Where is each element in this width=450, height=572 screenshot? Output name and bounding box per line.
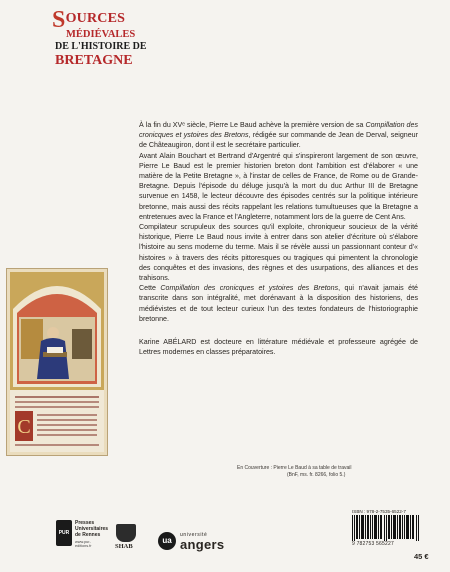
pur-name-line2: Universitaires bbox=[75, 526, 109, 532]
blurb-p4-book-title: Compillation des cronicques et ystoires des Bretons bbox=[160, 284, 339, 293]
ua-label-small: université bbox=[180, 532, 208, 538]
blurb-p1-text-b: , rédigée sur commande de Jean de Derval, seigneur de Châteaugiron, dont il est le secrétaire particulier. bbox=[139, 131, 418, 150]
angers-university-logo bbox=[158, 532, 248, 556]
cover-credit bbox=[237, 465, 352, 479]
pur-name-line1: Presses bbox=[75, 520, 95, 526]
manuscript-illustration bbox=[6, 268, 108, 456]
blurb-p4-text-a: Cette bbox=[139, 284, 161, 293]
ua-mark: ua bbox=[158, 532, 176, 550]
shield-icon bbox=[116, 524, 136, 542]
cover-credit-line1: En Couverture : Pierre Le Baud à sa table de travail bbox=[237, 465, 352, 471]
blurb-paragraph-1 bbox=[130, 120, 418, 151]
blurb-paragraph-2: Avant Alain Bouchart et Bertrand d'Argentré qui s'inspireront largement de son œuvre, Pierre Le Baud est le premier historien breton dont l'ambition est d'élaborer « une matière de la Petite Bretagne », à l'instar de celles de France, de Rome ou de Grande-Bretagne. Depuis l'épisode du déluge jusqu'à la mort du duc Arthur III de Bretagne survenue en 1458, le lecteur découvre des épisodes centrés sur la politique intérieure bretonne, mais aussi des récits rappelant les relations tumultueuses que la Bretagne a entretenues avec la France et l'Angleterre, notamment lors de la guerre de Cent Ans. bbox=[139, 151, 418, 221]
shab-logo bbox=[112, 524, 140, 554]
pur-logo bbox=[56, 520, 109, 548]
series-dropcap: S bbox=[52, 7, 66, 33]
blurb-paragraph-4 bbox=[130, 283, 418, 324]
pur-mark: PUR bbox=[56, 520, 72, 546]
blurb-paragraph-3: Compilateur scrupuleux des sources qu'il exploite, chroniqueur soucieux de la vérité historique, Pierre Le Baud nous invite à entrer dans son atelier d'écriture où s'élabore l'histoire au sens moderne du terme. Mais il se révèle aussi un passionnant conteur d'« histoires » à travers des récits pittoresques ou tragiques qui pimentent la chronologie des conquêtes et des invasions, des règnes et des usurpations, des alliances et des trahisons. bbox=[139, 223, 418, 283]
svg-text:C: C bbox=[17, 416, 31, 438]
author-bio: Karine ABÉLARD est docteure en littérature médiévale et professeure agrégée de Lettres modernes en classes préparatoires. bbox=[139, 338, 418, 357]
barcode-number: 9 782753 565227 bbox=[352, 541, 394, 547]
blurb-p1-book-title: Compillation des cronicques et ystoires des Bretons bbox=[139, 121, 418, 140]
manuscript-illustration-image bbox=[7, 269, 107, 455]
shab-label: SHAB bbox=[115, 543, 133, 550]
series-title-line4: BRETAGNE bbox=[55, 53, 133, 68]
series-title-line3: DE L'HISTOIRE DE bbox=[55, 41, 147, 52]
cover-credit-line2: (BnF, ms. fr. 8266, folio 5.) bbox=[287, 472, 346, 478]
ua-label-big: angers bbox=[180, 537, 225, 552]
pur-name-line3: de Rennes bbox=[75, 532, 101, 538]
series-title-line2: MÉDIÉVALES bbox=[66, 29, 136, 40]
price: 45 € bbox=[414, 552, 429, 561]
blurb-p4-text-b: , qui n'avait jamais été transcrite dans son intégralité, met dorénavant à la disposition des historiens, des médiévistes et de tout lecteur curieux l'un des textes fondateurs de l'historiographie bretonne. bbox=[139, 284, 418, 323]
pur-website: www.pur-editions.fr bbox=[75, 540, 92, 548]
isbn: ISBN : 978-2-7535-6522-7 bbox=[352, 509, 406, 514]
blurb-p1-text-a: À la fin du XVᵉ siècle, Pierre Le Baud achève la première version de sa bbox=[139, 121, 366, 129]
series-title-word1: OURCES bbox=[65, 11, 126, 26]
series-title-line1 bbox=[52, 7, 126, 33]
back-cover-blurb bbox=[130, 120, 418, 357]
barcode bbox=[352, 515, 420, 541]
pur-name bbox=[75, 520, 108, 538]
